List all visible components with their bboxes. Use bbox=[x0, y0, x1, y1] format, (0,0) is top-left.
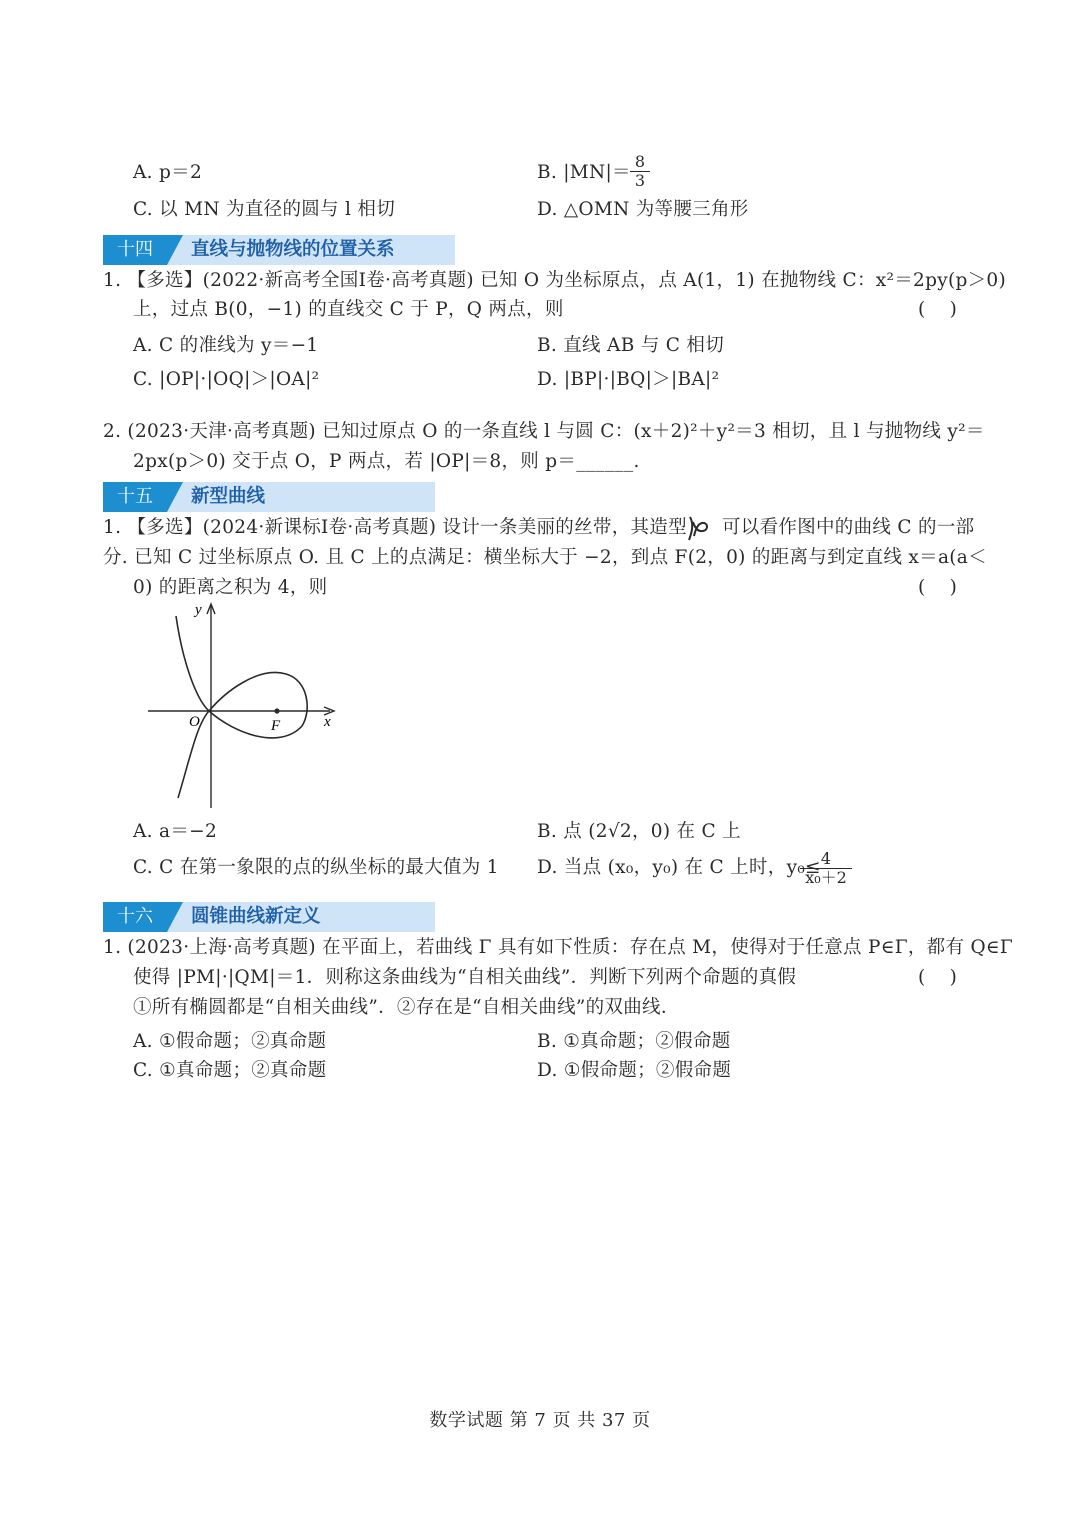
question-15-1-line1a: 1. 【多选】(2024·新课标Ⅰ卷·高考真题) 设计一条美丽的丝带，其造型 bbox=[103, 517, 687, 538]
option-c: C. C 在第一象限的点的纵坐标的最大值为 1 bbox=[133, 857, 499, 878]
option-d: D. △OMN 为等腰三角形 bbox=[537, 199, 749, 220]
option-b: B. 直线 AB 与 C 相切 bbox=[537, 335, 724, 356]
option-c: C. 以 MN 为直径的圆与 l 相切 bbox=[133, 199, 396, 220]
answer-paren: ( ) bbox=[918, 299, 957, 320]
origin-label: O bbox=[189, 714, 200, 730]
option-c: C. ①真命题；②真命题 bbox=[133, 1060, 327, 1081]
section-title: 新型曲线 bbox=[191, 486, 266, 507]
focus-point bbox=[274, 708, 279, 713]
focus-label: F bbox=[271, 718, 281, 734]
option-a: A. C 的准线为 y＝−1 bbox=[133, 335, 319, 356]
section-header-14 bbox=[103, 235, 455, 265]
option-a: A. ①假命题；②真命题 bbox=[133, 1031, 327, 1052]
option-d: D. |BP|·|BQ|＞|BA|² bbox=[537, 369, 720, 390]
question-15-1-line2: 分. 已知 C 过坐标原点 O. 且 C 上的点满足：横坐标大于 −2，到点 F(2，0) 的距离与到定直线 x＝a(a＜ bbox=[103, 547, 987, 568]
section-number: 十四 bbox=[103, 235, 167, 265]
question-16-1-line1: 1. (2023·上海·高考真题) 在平面上，若曲线 Γ 具有如下性质：存在点 M，使得对于任意点 P∈Γ，都有 Q∈Γ bbox=[103, 937, 1014, 958]
option-d: D. ①假命题；②假命题 bbox=[537, 1060, 732, 1081]
option-d: D. 当点 (x₀，y₀) 在 C 上时，y₀≤ bbox=[537, 857, 821, 878]
page-footer: 数学试题 第 7 页 共 37 页 bbox=[429, 1410, 651, 1431]
answer-paren: ( ) bbox=[918, 577, 957, 598]
question-15-1-line1b: 可以看作图中的曲线 C 的一部 bbox=[722, 517, 975, 538]
fraction-8-3 bbox=[630, 153, 650, 190]
y-label: y bbox=[195, 602, 202, 618]
section-number: 十五 bbox=[103, 482, 167, 512]
curve-figure bbox=[140, 598, 350, 813]
section-header-16 bbox=[103, 902, 455, 932]
option-b: B. ①真命题；②假命题 bbox=[537, 1031, 731, 1052]
numerator: 4 bbox=[820, 849, 832, 868]
section-title: 圆锥曲线新定义 bbox=[191, 906, 321, 927]
x-label: x bbox=[324, 714, 331, 730]
denominator: 3 bbox=[630, 171, 650, 190]
option-b: B. |MN|＝ bbox=[537, 162, 631, 183]
question-14-1-line1: 1. 【多选】(2022·新高考全国Ⅰ卷·高考真题) 已知 O 为坐标原点，点 A(1，1) 在抛物线 C：x²＝2py(p＞0) bbox=[103, 270, 1007, 291]
section-title: 直线与抛物线的位置关系 bbox=[191, 239, 395, 260]
question-16-1-line3: ①所有椭圆都是“自相关曲线”．②存在是“自相关曲线”的双曲线． bbox=[133, 997, 680, 1018]
question-15-1-line3: 0) 的距离之积为 4，则 bbox=[133, 577, 328, 598]
section-number: 十六 bbox=[103, 902, 167, 932]
option-a: A. a＝−2 bbox=[133, 821, 218, 842]
fraction-4-over-x0-plus-2 bbox=[800, 850, 852, 887]
option-c: C. |OP|·|OQ|＞|OA|² bbox=[133, 369, 320, 390]
option-b: B. 点 (2√2，0) 在 C 上 bbox=[537, 821, 741, 842]
ribbon-icon bbox=[686, 514, 712, 542]
denominator: x₀＋2 bbox=[800, 868, 852, 887]
question-16-1-line2: 使得 |PM|·|QM|＝1．则称这条曲线为“自相关曲线”．判断下列两个命题的真假 bbox=[133, 967, 797, 988]
question-14-2-line1: 2. (2023·天津·高考真题) 已知过原点 O 的一条直线 l 与圆 C：(x＋2)²＋y²＝3 相切，且 l 与抛物线 y²＝ bbox=[103, 421, 985, 442]
section-header-15 bbox=[103, 482, 455, 512]
option-a: A. p＝2 bbox=[133, 162, 203, 183]
question-14-2-line2: 2px(p＞0) 交于点 O，P 两点，若 |OP|＝8，则 p＝______. bbox=[133, 451, 640, 472]
question-14-1-line2: 上，过点 B(0，−1) 的直线交 C 于 P，Q 两点，则 bbox=[133, 299, 564, 320]
answer-paren: ( ) bbox=[918, 967, 957, 988]
numerator: 8 bbox=[634, 152, 646, 171]
curve-c bbox=[176, 616, 307, 798]
